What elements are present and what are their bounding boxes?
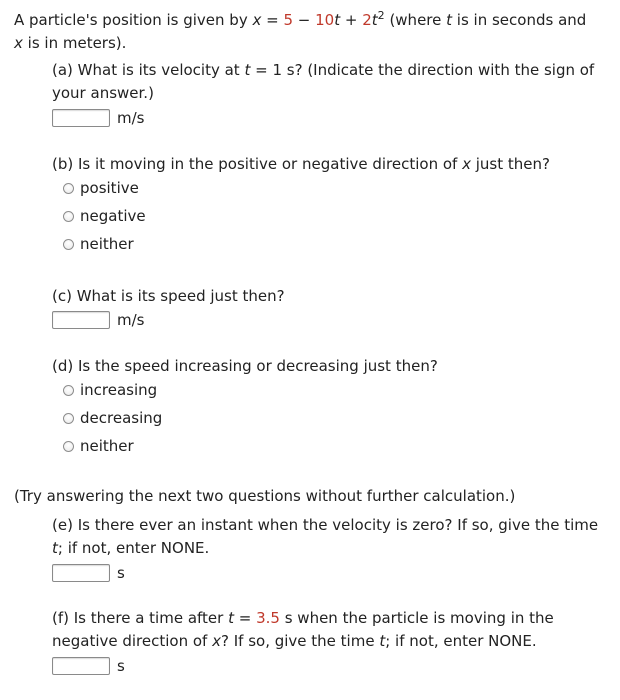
option-b-positive[interactable]: positive: [63, 177, 139, 199]
answer-a-input[interactable]: [52, 109, 110, 127]
option-b-negative[interactable]: negative: [63, 205, 146, 227]
answer-c-unit: m/s: [117, 310, 145, 329]
radio-button[interactable]: [63, 385, 74, 396]
question-d-text: (d) Is the speed increasing or decreasing just then?: [52, 357, 438, 375]
answer-e-row: [52, 562, 125, 584]
option-d-increasing[interactable]: increasing: [63, 379, 157, 401]
answer-f-row: [52, 655, 125, 677]
option-d-decreasing[interactable]: decreasing: [63, 407, 162, 429]
question-a-text: (a) What is its velocity at t = 1 s? (Indicate the direction with the sign of your answer.): [52, 61, 595, 102]
answer-f-unit: s: [117, 656, 125, 675]
answer-c-row: [52, 309, 144, 331]
question-e-text: (e) Is there ever an instant when the velocity is zero? If so, give the time t; if not, enter NONE.: [52, 516, 599, 557]
radio-button[interactable]: [63, 239, 74, 250]
radio-button[interactable]: [63, 441, 74, 452]
answer-f-input[interactable]: [52, 657, 110, 675]
question-c-text: (c) What is its speed just then?: [52, 287, 285, 305]
answer-e-unit: s: [117, 563, 125, 582]
radio-button[interactable]: [63, 183, 74, 194]
radio-button[interactable]: [63, 413, 74, 424]
option-b-neither[interactable]: neither: [63, 233, 134, 255]
radio-button[interactable]: [63, 211, 74, 222]
question-b-text: (b) Is it moving in the positive or negative direction of x just then?: [52, 155, 550, 173]
instruction-note: (Try answering the next two questions without further calculation.): [14, 487, 516, 505]
answer-a-row: [52, 107, 144, 129]
option-d-neither[interactable]: neither: [63, 435, 134, 457]
problem-statement: A particle's position is given by $x = 5 - 10t + 2t^2$ (where t is in seconds and x is in meters).: [14, 9, 587, 52]
question-f-text: (f) Is there a time after t = 3.5 s when the particle is moving in the negative direction of x? If so, give the time t; if not, enter NONE.: [52, 609, 554, 650]
answer-c-input[interactable]: [52, 311, 110, 329]
answer-a-unit: m/s: [117, 108, 145, 127]
answer-e-input[interactable]: [52, 564, 110, 582]
